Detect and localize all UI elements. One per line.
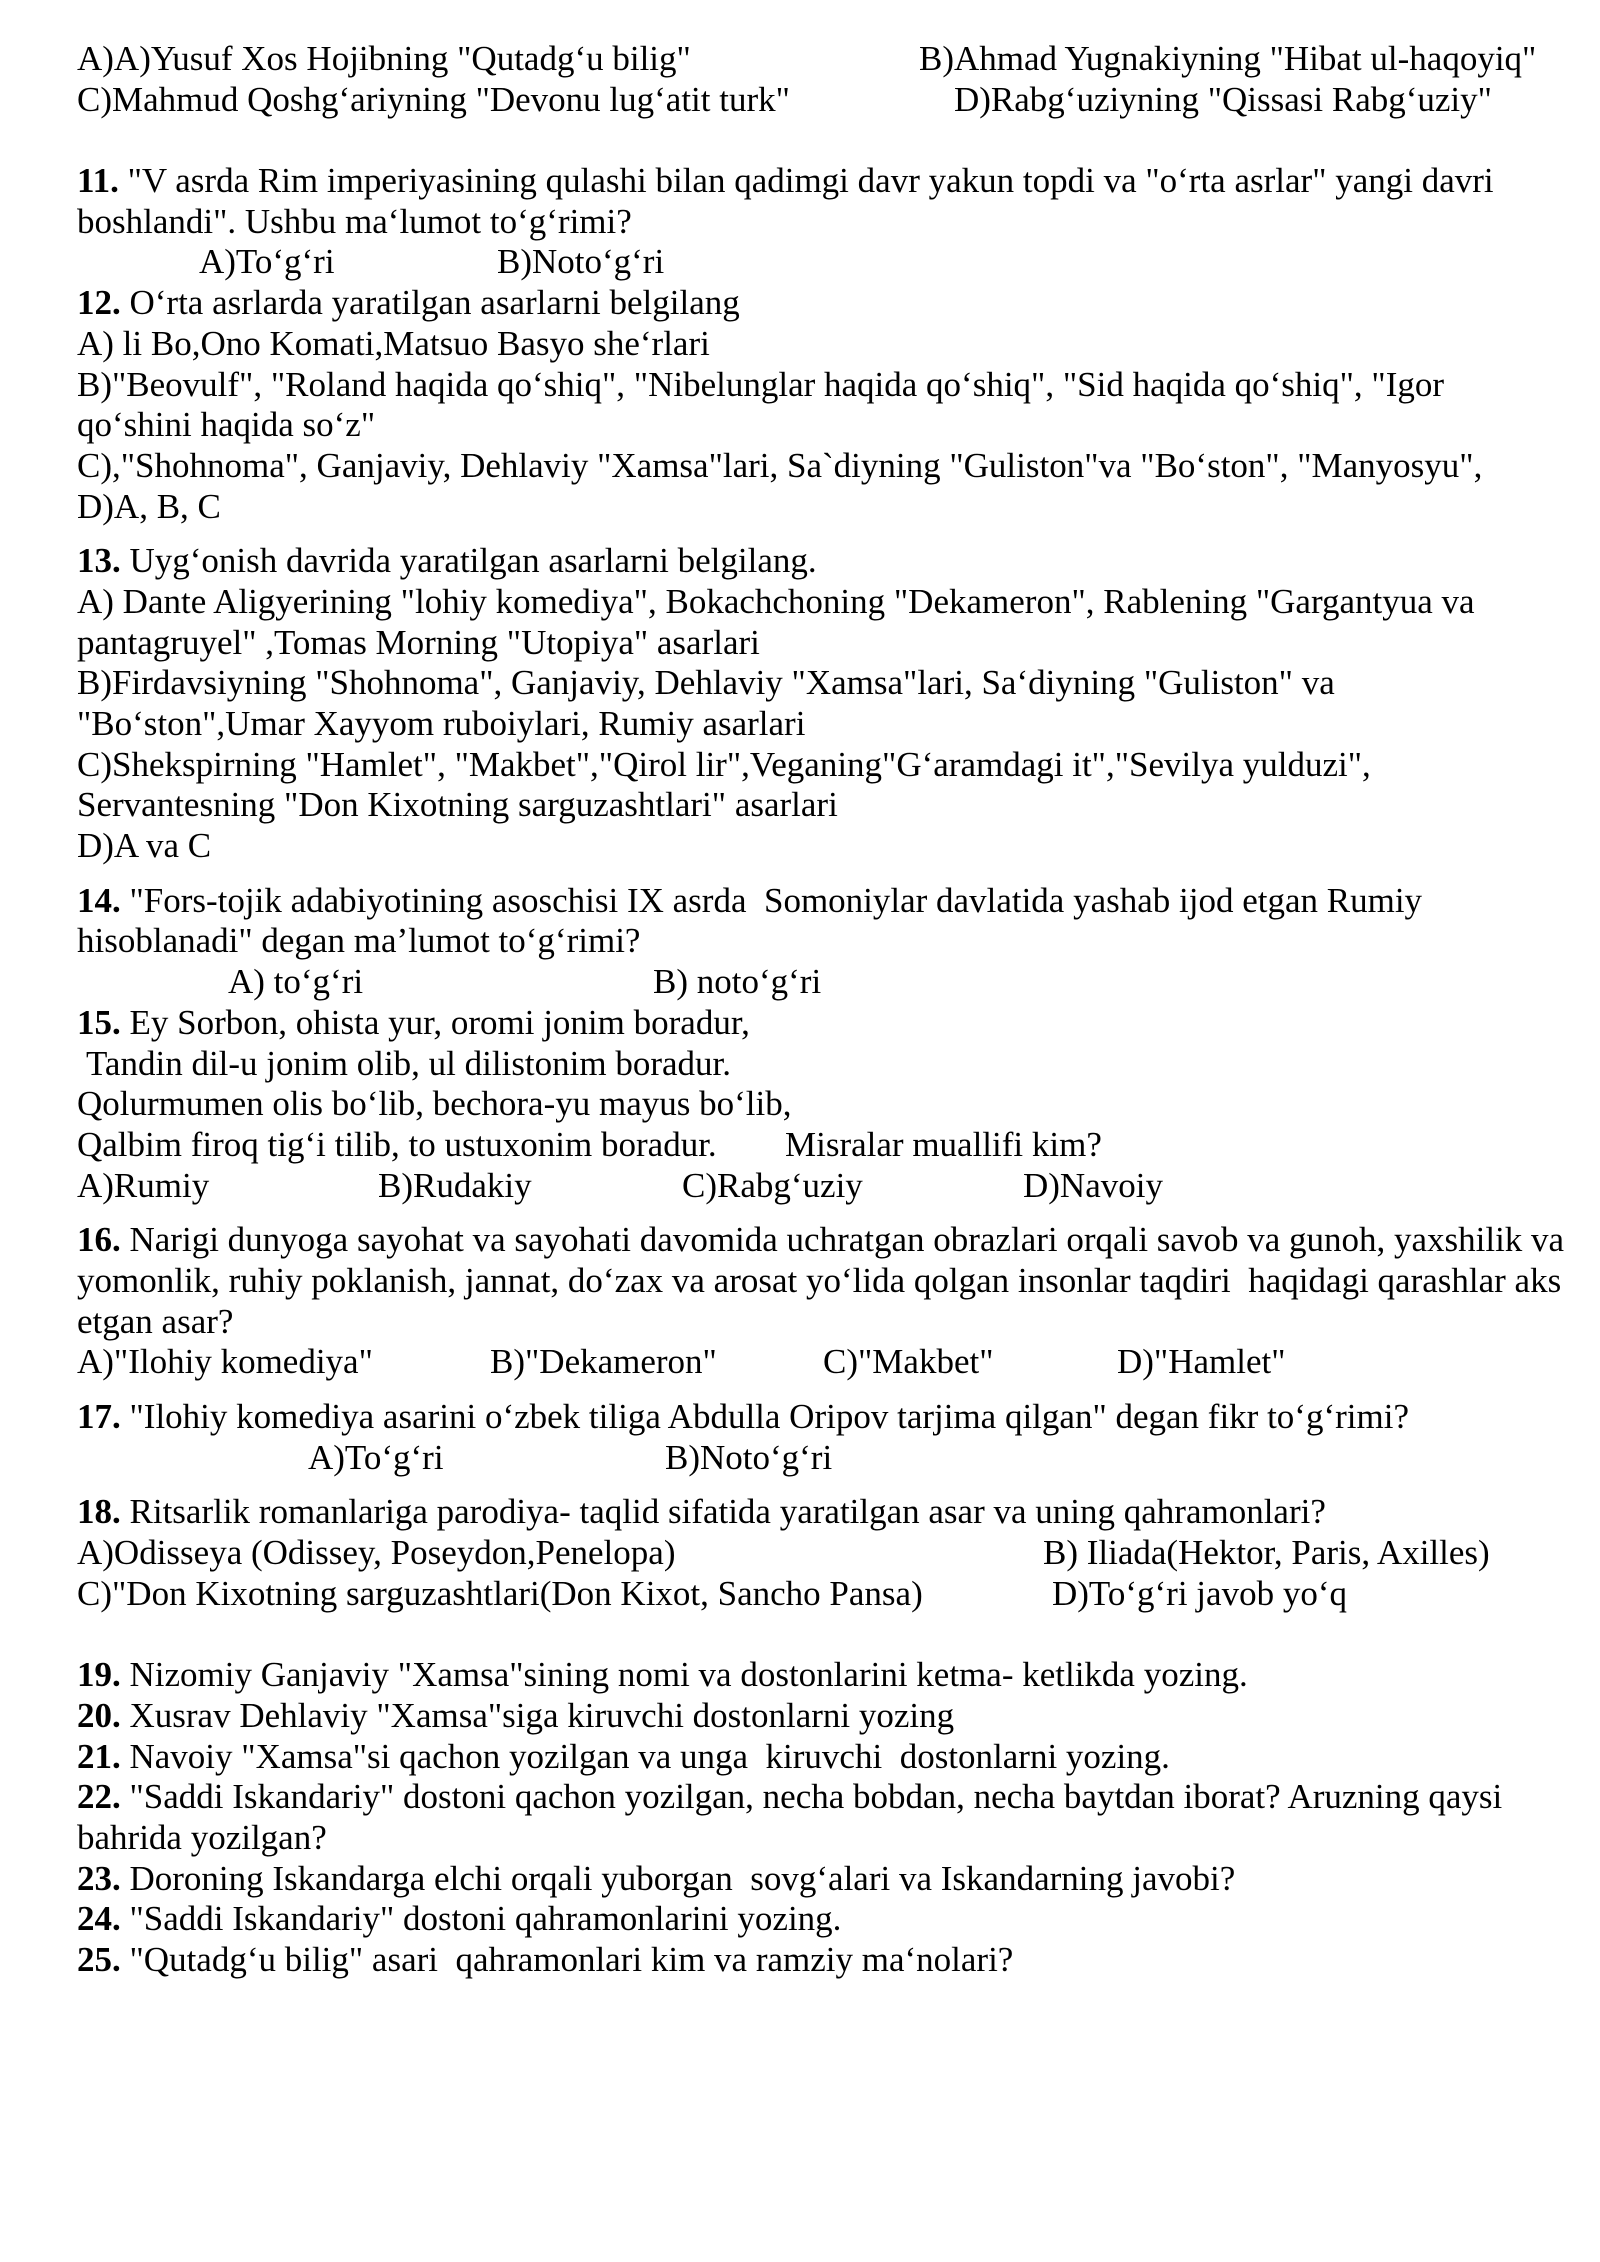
question-23 <box>77 1859 1577 1900</box>
question-17 <box>77 1397 1577 1478</box>
question-number: 22. <box>77 1777 121 1817</box>
question-14 <box>77 881 1577 1003</box>
question-text: Nizomiy Ganjaviy "Xamsa"sining nomi va dostonlarini ketma- ketlikda yozing. <box>129 1655 1248 1695</box>
option-text: qo‘shini haqida so‘z" <box>77 405 376 445</box>
question-text: "Ilohiy komediya asarini o‘zbek tiliga Abdulla Oripov tarjima qilgan" degan fikr to‘g‘rimi? <box>129 1397 1409 1436</box>
question-number: 23. <box>77 1858 121 1898</box>
question-text: yomonlik, ruhiy poklanish, jannat, do‘zax va arosat yo‘lida qolgan insonlar taqdiri haqidagi qarashlar aks <box>77 1260 1562 1300</box>
answer-option-b <box>77 365 1577 406</box>
question-text: Narigi dunyoga sayohat va sayohati davomida uchratgan obrazlari orqali savob va gunoh, yaxshilik va <box>129 1220 1565 1260</box>
question-text-line <box>77 1492 1577 1533</box>
answer-option-b <box>77 663 1577 704</box>
question-16 <box>77 1220 1577 1383</box>
blank-line <box>77 120 1577 161</box>
options-row <box>77 1342 1577 1383</box>
question-text: "Qutadg‘u bilig" asari qahramonlari kim va ramziy ma‘nolari? <box>129 1939 1014 1979</box>
answer-option-c-continued <box>77 785 1577 826</box>
answer-option-a: A)Rumiy <box>77 1165 210 1205</box>
option-text: D)A, B, C <box>77 486 221 526</box>
question-number: 20. <box>77 1695 121 1735</box>
answer-option-a: A) to‘g‘ri <box>228 962 364 1002</box>
options-row <box>77 962 1577 1003</box>
question-text-line <box>77 541 1577 582</box>
answer-option-a-continued <box>77 623 1577 664</box>
question-text: bahrida yozilgan? <box>77 1817 327 1857</box>
answer-option-b-continued <box>77 405 1577 446</box>
options-row <box>77 1533 1577 1574</box>
option-text: "Bo‘ston",Umar Xayyom ruboiylari, Rumiy asarlari <box>77 704 806 743</box>
question-text-line <box>77 1220 1577 1261</box>
question-19 <box>77 1655 1577 1696</box>
question-number: 15. <box>77 1002 121 1042</box>
question-24 <box>77 1899 1577 1940</box>
question-22 <box>77 1777 1577 1818</box>
question-text: Misralar muallifi kim? <box>785 1124 1102 1164</box>
answer-option-d <box>77 826 1577 867</box>
question-text: "Saddi Iskandariy" dostoni qachon yozilgan, necha bobdan, necha baytdan iborat? Aruzning qaysi <box>129 1777 1503 1817</box>
question-text: "Fors-tojik adabiyotining asoschisi IX asrda Somoniylar davlatida yashab ijod etgan Rumiy <box>129 880 1423 920</box>
question-21 <box>77 1737 1577 1778</box>
question-text: "Saddi Iskandariy" dostoni qahramonlarini yozing. <box>129 1899 842 1939</box>
answer-option-b: B)"Dekameron" <box>490 1342 717 1382</box>
option-text: B)"Beovulf", "Roland haqida qo‘shiq", "Nibelunglar haqida qo‘shiq", "Sid haqida qo‘shiq", "Igor <box>77 364 1444 404</box>
question-18 <box>77 1492 1577 1614</box>
verse-line <box>77 1003 1577 1044</box>
answer-option-c <box>77 446 1577 487</box>
answer-option-a: A)To‘g‘ri <box>199 242 335 282</box>
question-12 <box>77 283 1577 527</box>
answer-option-a: A)To‘g‘ri <box>308 1437 444 1477</box>
question-number: 19. <box>77 1655 121 1695</box>
question-15 <box>77 1003 1577 1206</box>
blank-line <box>77 1614 1577 1655</box>
question-13 <box>77 541 1577 867</box>
verse-line <box>77 1084 1577 1125</box>
answer-option-a <box>77 324 1577 365</box>
question-number: 16. <box>77 1220 121 1260</box>
answer-option-d <box>77 487 1577 528</box>
question-text: Navoiy "Xamsa"si qachon yozilgan va unga kiruvchi dostonlarni yozing. <box>129 1736 1170 1776</box>
question-text: Doroning Iskandarga elchi orqali yuborgan sovg‘alari va Iskandarning javobi? <box>129 1858 1236 1898</box>
option-text: pantagruyel" ,Tomas Morning "Utopiya" asarlari <box>77 622 760 662</box>
question-number: 24. <box>77 1899 121 1939</box>
question-text-line <box>77 921 1577 962</box>
options-row <box>77 1438 1577 1479</box>
question-text-line <box>77 161 1577 202</box>
answer-option-c: C)Mahmud Qoshg‘ariyning "Devonu lug‘atit turk" <box>77 79 790 119</box>
answer-option-d: D)Navoiy <box>1023 1165 1163 1205</box>
option-text: C)Shekspirning "Hamlet", "Makbet","Qirol lir",Veganing"G‘aramdagi it","Sevilya yulduzi", <box>77 744 1371 784</box>
answer-option-b: B)Ahmad Yugnakiyning "Hibat ul-haqoyiq" <box>919 39 1537 78</box>
question-text: Xusrav Dehlaviy "Xamsa"siga kiruvchi dostonlarni yozing <box>129 1695 955 1735</box>
question-text: hisoblanadi" degan ma’lumot to‘g‘rimi? <box>77 921 641 961</box>
answer-option-d: D)Rabg‘uziyning "Qissasi Rabg‘uziy" <box>954 79 1492 119</box>
option-text: B)Firdavsiyning "Shohnoma", Ganjaviy, Dehlaviy "Xamsa"lari, Sa‘diyning "Guliston" va <box>77 663 1335 703</box>
verse-text: Qalbim firoq tig‘i tilib, to ustuxonim boradur. <box>77 1124 717 1164</box>
question-number: 18. <box>77 1492 121 1532</box>
option-text: D)A va C <box>77 826 212 866</box>
options-row <box>77 1166 1577 1207</box>
answer-option-a: A)A)Yusuf Xos Hojibning "Qutadg‘u bilig" <box>77 39 691 78</box>
worksheet-page <box>77 39 1577 1981</box>
question-22-continued <box>77 1818 1577 1859</box>
options-row <box>77 1574 1577 1615</box>
answer-option-c: C)"Don Kixotning sarguzashtlari(Don Kixot, Sancho Pansa) <box>77 1573 923 1613</box>
verse-text: Qolurmumen olis bo‘lib, bechora-yu mayus bo‘lib, <box>77 1084 792 1124</box>
question-number: 21. <box>77 1736 121 1776</box>
option-text: A) li Bo,Ono Komati,Matsuo Basyo she‘rlari <box>77 323 710 363</box>
question-number: 13. <box>77 541 121 581</box>
answer-option-c: C)Rabg‘uziy <box>682 1165 863 1205</box>
question-number: 17. <box>77 1397 121 1436</box>
question-text: Uyg‘onish davrida yaratilgan asarlarni belgilang. <box>129 541 817 581</box>
verse-line <box>77 1125 1577 1166</box>
open-questions <box>77 1655 1577 1981</box>
options-row <box>77 39 1577 80</box>
options-row <box>77 80 1577 121</box>
answer-option-a <box>77 582 1577 623</box>
verse-text: Ey Sorbon, ohista yur, oromi jonim boradur, <box>129 1002 750 1042</box>
answer-option-b: B) noto‘g‘ri <box>653 962 822 1002</box>
question-text-line <box>77 1397 1577 1438</box>
verse-text: Tandin dil-u jonim olib, ul dilistonim boradur. <box>86 1043 732 1083</box>
question-text-line <box>77 881 1577 922</box>
answer-option-d: D)To‘g‘ri javob yo‘q <box>1052 1573 1347 1613</box>
question-number: 12. <box>77 283 121 323</box>
question-25 <box>77 1940 1577 1981</box>
answer-option-b-continued <box>77 704 1577 745</box>
answer-option-b: B) Iliada(Hektor, Paris, Axilles) <box>1043 1533 1490 1573</box>
question-text-line <box>77 1261 1577 1302</box>
options-row <box>77 242 1577 283</box>
question-text: boshlandi". Ushbu ma‘lumot to‘g‘rimi? <box>77 201 632 241</box>
question-text: etgan asar? <box>77 1301 234 1341</box>
answer-option-b: B)Noto‘g‘ri <box>665 1437 833 1477</box>
question-text-line <box>77 283 1577 324</box>
answer-option-b: B)Rudakiy <box>378 1165 532 1205</box>
question-11 <box>77 161 1577 283</box>
answer-option-c <box>77 745 1577 786</box>
question-20 <box>77 1696 1577 1737</box>
option-text: A) Dante Aligyerining "lohiy komediya", Bokachchoning "Dekameron", Rablening "Gargantyua va <box>77 581 1475 621</box>
question-number: 25. <box>77 1939 121 1979</box>
answer-option-b: B)Noto‘g‘ri <box>497 242 665 282</box>
answer-option-a: A)"Ilohiy komediya" <box>77 1342 373 1382</box>
answer-option-a: A)Odisseya (Odissey, Poseydon,Penelopa) <box>77 1533 676 1573</box>
question-number: 14. <box>77 880 121 920</box>
verse-line <box>77 1044 1577 1085</box>
option-text: C),"Shohnoma", Ganjaviy, Dehlaviy "Xamsa"lari, Sa`diyning "Guliston"va "Bo‘ston", "Manyosyu", <box>77 445 1483 485</box>
previous-question-options <box>77 39 1577 120</box>
question-text-line <box>77 202 1577 243</box>
question-text: "V asrda Rim imperiyasining qulashi bilan qadimgi davr yakun topdi va "o‘rta asrlar" yangi davri <box>127 161 1494 201</box>
question-text: O‘rta asrlarda yaratilgan asarlarni belgilang <box>129 283 740 323</box>
question-text: Ritsarlik romanlariga parodiya- taqlid sifatida yaratilgan asar va uning qahramonlari? <box>129 1492 1326 1532</box>
option-text: Servantesning "Don Kixotning sarguzashtlari" asarlari <box>77 785 838 825</box>
answer-option-c: C)"Makbet" <box>823 1342 994 1382</box>
answer-option-d: D)"Hamlet" <box>1117 1342 1286 1382</box>
question-text-line <box>77 1302 1577 1343</box>
question-number: 11. <box>77 161 119 201</box>
